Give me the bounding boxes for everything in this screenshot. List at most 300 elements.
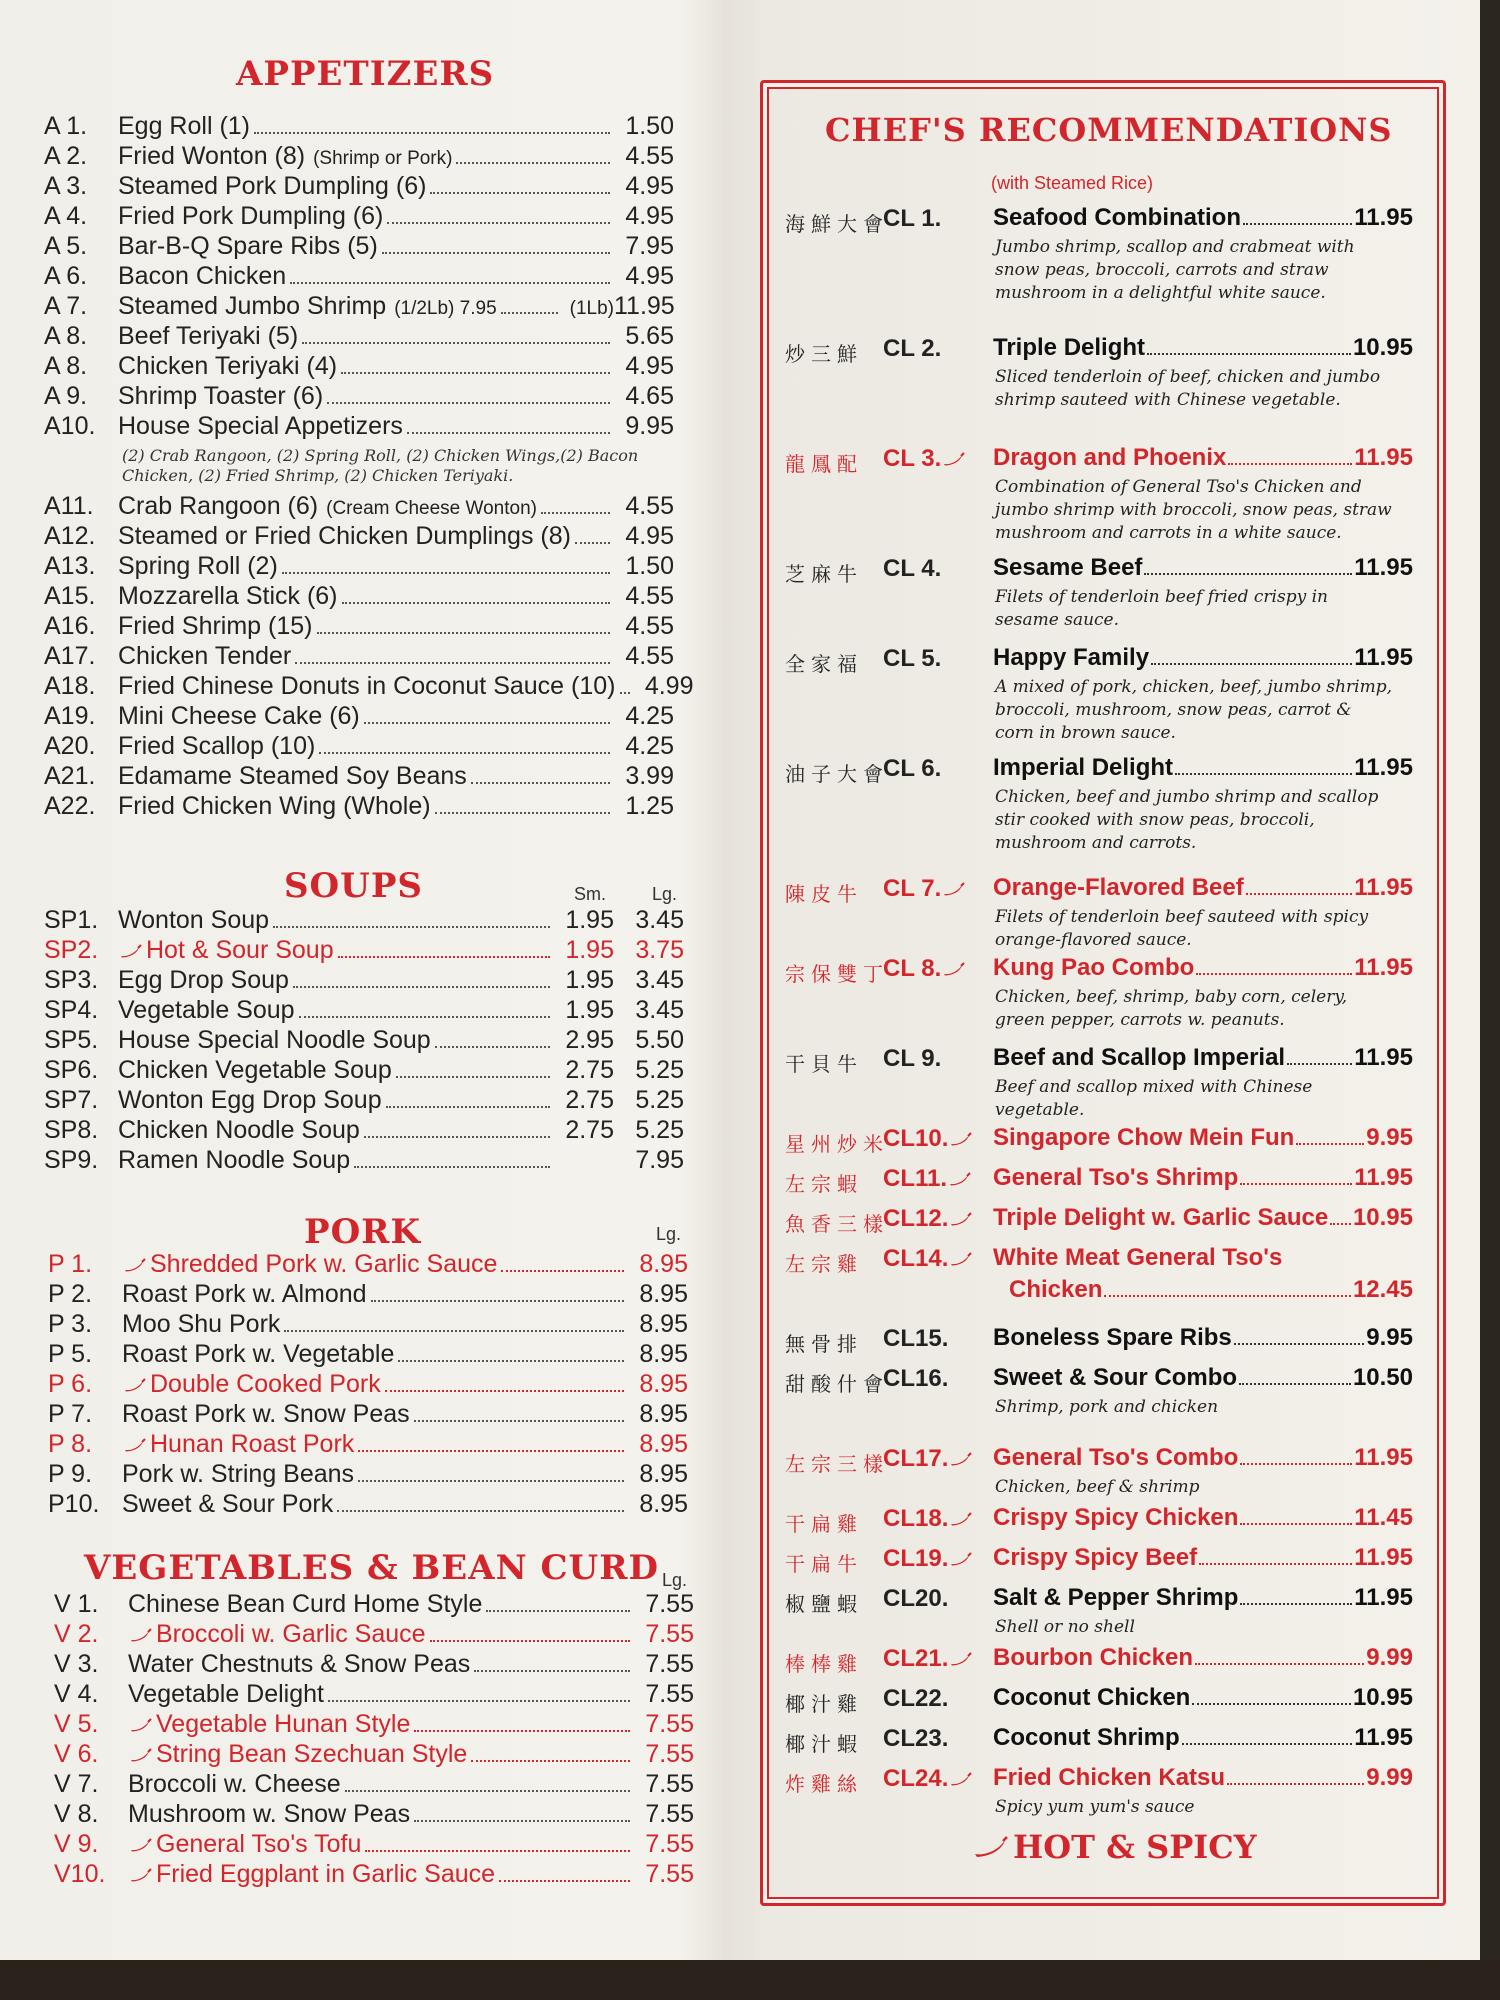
item-name: Egg Roll (1)	[118, 112, 250, 140]
item-code: SP6.	[44, 1056, 99, 1084]
vegetables-item	[54, 1620, 694, 1652]
appetizers-item	[44, 582, 674, 614]
item-code: A11.	[44, 492, 94, 520]
price-small: 2.75	[565, 1056, 614, 1084]
item-name: Wonton Egg Drop Soup	[118, 1086, 382, 1114]
dot-leader	[1296, 1143, 1364, 1145]
dot-leader	[396, 1076, 550, 1078]
item-code-wrap	[883, 645, 941, 673]
appetizers-item	[44, 142, 674, 174]
item-name: Fried Chinese Donuts in Coconut Sauce (10)	[118, 672, 616, 700]
dot-leader	[1147, 353, 1351, 355]
item-code-wrap	[883, 205, 941, 233]
price-small: 1.95	[565, 996, 614, 1024]
price-large: 7.95	[635, 1146, 684, 1174]
price-large: 3.45	[635, 966, 684, 994]
item-price: 10.50	[1352, 1364, 1413, 1391]
dot-leader	[1104, 1295, 1351, 1297]
item-code: A15.	[44, 582, 96, 610]
item-name: Chicken Noodle Soup	[118, 1116, 360, 1144]
soups-item	[44, 1026, 684, 1058]
item-line	[993, 1684, 1413, 1712]
dot-leader	[338, 956, 550, 958]
price-small: 1.95	[565, 936, 614, 964]
item-price: 8.95	[639, 1310, 688, 1338]
table-edge-right	[1480, 0, 1500, 1960]
item-code: A21.	[44, 762, 96, 790]
item-line	[993, 754, 1413, 782]
item-code: CL 8.	[883, 955, 942, 982]
item-description: Sliced tenderloin of beef, chicken and jumbo shrimp sauteed with Chinese vegetable.	[995, 367, 1381, 410]
dot-leader	[273, 926, 550, 928]
item-name: Pork w. String Beans	[122, 1460, 355, 1488]
item-line	[993, 954, 1413, 982]
item-line	[993, 1504, 1413, 1532]
dot-leader	[341, 372, 610, 374]
item-description: Chicken, beef, shrimp, baby corn, celery, green pepper, carrots w. peanuts.	[995, 987, 1348, 1030]
soups-item	[44, 906, 684, 938]
dot-leader	[1243, 223, 1352, 225]
item-chinese-name: 油子大會	[785, 762, 889, 786]
pork-item	[48, 1280, 688, 1312]
dot-leader	[302, 342, 610, 344]
item-description: Filets of tenderloin beef sauteed with spicy orange-flavored sauce.	[995, 907, 1369, 950]
item-price: 8.95	[639, 1340, 688, 1368]
dot-leader	[407, 432, 610, 434]
item-name-cont: Chicken	[1009, 1276, 1103, 1303]
vegetables-item	[54, 1770, 694, 1802]
chili-pepper-icon	[950, 1252, 972, 1266]
item-code: CL12.	[883, 1205, 949, 1232]
item-price: 9.99	[1366, 1764, 1413, 1791]
item-name: Roast Pork w. Vegetable	[122, 1340, 395, 1368]
item-line	[993, 1244, 1413, 1272]
item-price: 10.95	[1352, 1684, 1413, 1711]
item-code: CL22.	[883, 1685, 949, 1712]
item-description: Chicken, beef & shrimp	[995, 1477, 1200, 1497]
item-chinese-name: 椰汁蝦	[785, 1732, 863, 1756]
item-description: Combination of General Tso's Chicken and jumbo shrimp with broccoli, snow peas, straw mushroom and carrots in a white sauce.	[995, 477, 1392, 543]
item-description: Filets of tenderloin beef fried crispy in sesame sauce.	[995, 587, 1328, 630]
appetizers-item	[44, 382, 674, 414]
item-name: Fried Chicken Katsu	[993, 1764, 1226, 1791]
item-code: CL 3.	[883, 445, 942, 472]
item-code: A 1.	[44, 112, 88, 140]
item-name: Hot & Sour Soup	[146, 936, 334, 964]
item-name: Roast Pork w. Snow Peas	[122, 1400, 410, 1428]
item-line	[993, 1124, 1413, 1152]
item-price: 9.99	[1366, 1644, 1413, 1671]
item-name: Moo Shu Pork	[122, 1310, 281, 1338]
dot-leader	[501, 312, 558, 314]
item-price: 11.95	[1354, 1164, 1413, 1191]
chili-pepper-icon	[950, 1512, 972, 1526]
dot-leader	[430, 1640, 630, 1642]
chili-pepper-icon	[950, 1652, 972, 1666]
item-code: CL15.	[883, 1325, 949, 1352]
dot-leader	[456, 162, 610, 164]
vegetables-item	[54, 1650, 694, 1682]
dot-leader	[1199, 1563, 1352, 1565]
item-name: Fried Wonton (8)	[118, 142, 306, 170]
item-code-wrap	[883, 755, 941, 783]
item-price: 10.95	[1352, 334, 1413, 361]
item-price: 7.55	[645, 1740, 694, 1768]
item-name: Happy Family	[993, 644, 1150, 671]
item-code: A 7.	[44, 292, 88, 320]
item-chinese-name: 炸雞絲	[785, 1772, 863, 1796]
item-code: V 8.	[54, 1800, 99, 1828]
item-name: Broccoli w. Garlic Sauce	[156, 1620, 426, 1648]
item-price: 4.95	[625, 202, 674, 230]
item-name: Salt & Pepper Shrimp	[993, 1584, 1239, 1611]
item-name: Chicken Vegetable Soup	[118, 1056, 392, 1084]
dot-leader	[358, 1480, 624, 1482]
item-code: A 2.	[44, 142, 88, 170]
chili-pepper-icon	[949, 1172, 971, 1186]
chef-title: CHEF'S RECOMMENDATIONS	[825, 111, 1393, 149]
price-large: 3.45	[635, 906, 684, 934]
appetizers-item	[44, 322, 674, 354]
item-line	[993, 1324, 1413, 1352]
item-price: 9.95	[1366, 1124, 1413, 1151]
item-code-wrap	[883, 555, 941, 583]
item-name: Steamed or Fried Chicken Dumplings (8)	[118, 522, 571, 550]
item-price: 4.55	[625, 612, 674, 640]
item-code: CL11.	[883, 1165, 948, 1192]
item-name: Mozzarella Stick (6)	[118, 582, 338, 610]
vegetables-title: VEGETABLES & BEAN CURD	[84, 1548, 659, 1588]
price-large: 5.25	[635, 1056, 684, 1084]
chef-subtitle: (with Steamed Rice)	[991, 173, 1154, 193]
pork-item	[48, 1250, 688, 1282]
dot-leader	[435, 812, 610, 814]
chili-pepper-icon	[120, 944, 142, 958]
dot-leader	[386, 1106, 550, 1108]
item-price: 11.95	[1354, 1044, 1413, 1071]
appetizers-item	[44, 492, 674, 524]
item-name: Wonton Soup	[118, 906, 270, 934]
item-price: 11.95	[1354, 554, 1413, 581]
item-code-wrap	[883, 1545, 976, 1573]
dot-leader	[299, 1016, 550, 1018]
item-name: Egg Drop Soup	[118, 966, 289, 994]
item-code: CL 4.	[883, 555, 942, 582]
chili-pepper-icon	[124, 1378, 146, 1392]
soups-item	[44, 1146, 684, 1178]
item-line	[993, 1444, 1413, 1472]
item-price: 4.95	[625, 172, 674, 200]
vegetables-item	[54, 1590, 694, 1622]
item-code: A 6.	[44, 262, 88, 290]
item-chinese-name: 魚香三樣	[785, 1212, 889, 1236]
pork-item	[48, 1340, 688, 1372]
item-name: Chicken Tender	[118, 642, 292, 670]
item-price: 11.95	[1354, 754, 1413, 781]
item-chinese-name: 海鮮大會	[785, 212, 889, 236]
item-code-wrap	[883, 1045, 941, 1073]
pork-item	[48, 1460, 688, 1492]
item-price: 11.45	[1354, 1504, 1413, 1531]
item-code: V10.	[54, 1860, 106, 1888]
soups-lg-header: Lg.	[652, 884, 678, 904]
item-code: CL 9.	[883, 1045, 942, 1072]
item-price: 9.95	[625, 412, 674, 440]
dot-leader	[1240, 1183, 1352, 1185]
dot-leader	[337, 1510, 624, 1512]
dot-leader	[1246, 893, 1353, 895]
chili-pepper-icon	[130, 1868, 152, 1882]
item-code-wrap	[883, 1645, 976, 1673]
appetizers-item	[44, 612, 674, 644]
dot-leader	[414, 1420, 624, 1422]
item-code-wrap	[883, 1205, 976, 1233]
appetizers-item	[44, 112, 674, 144]
item-code: CL20.	[883, 1585, 949, 1612]
item-code-wrap	[883, 1245, 976, 1273]
item-description: A mixed of pork, chicken, beef, jumbo shrimp, broccoli, mushroom, snow peas, carrot & corn in brown sauce.	[995, 677, 1393, 743]
dot-leader	[382, 252, 610, 254]
item-line	[993, 1764, 1413, 1792]
item-code: A22.	[44, 792, 96, 820]
item-name: Water Chestnuts & Snow Peas	[128, 1650, 471, 1678]
chili-pepper-icon	[950, 1132, 972, 1146]
item-code: A13.	[44, 552, 96, 580]
item-line	[993, 1584, 1413, 1612]
item-name: Imperial Delight	[993, 754, 1174, 781]
item-price: 11.95	[1354, 204, 1413, 231]
item-code: CL19.	[883, 1545, 949, 1572]
item-code: CL 7.	[883, 875, 942, 902]
item-note: (1/2Lb) 7.95	[394, 298, 497, 319]
item-code: P 5.	[48, 1340, 93, 1368]
item-note: (1Lb)	[569, 298, 614, 319]
item-name: Kung Pao Combo	[993, 954, 1195, 981]
pork-item	[48, 1370, 688, 1402]
item-line	[993, 1044, 1413, 1072]
appetizers-item	[44, 202, 674, 234]
item-code-wrap	[883, 875, 969, 903]
dot-leader	[414, 1820, 630, 1822]
item-price: 5.65	[625, 322, 674, 350]
item-code-wrap	[883, 1165, 975, 1193]
vegetables-item	[54, 1680, 694, 1712]
dot-leader	[342, 602, 611, 604]
dot-leader	[1330, 1223, 1351, 1225]
item-name: Chicken Teriyaki (4)	[118, 352, 338, 380]
item-code-wrap	[883, 1125, 976, 1153]
dot-leader	[365, 1850, 630, 1852]
item-name: Steamed Jumbo Shrimp	[118, 292, 387, 320]
chili-pepper-icon	[943, 882, 965, 896]
table-edge-bottom	[0, 1960, 1500, 2000]
item-name: General Tso's Combo	[993, 1444, 1239, 1471]
item-code: V 5.	[54, 1710, 99, 1738]
item-name: Shredded Pork w. Garlic Sauce	[150, 1250, 498, 1278]
dot-leader	[474, 1670, 630, 1672]
item-chinese-name: 星州炒米	[785, 1132, 889, 1156]
dot-leader	[284, 1330, 624, 1332]
item-code-wrap	[883, 1585, 948, 1613]
item-name: Chinese Bean Curd Home Style	[128, 1590, 483, 1618]
soups-title: SOUPS	[284, 866, 423, 906]
item-code: SP1.	[44, 906, 99, 934]
dot-leader	[1240, 1603, 1352, 1605]
item-name: Beef and Scallop Imperial	[993, 1044, 1286, 1071]
dot-leader	[364, 722, 610, 724]
item-price: 4.55	[625, 582, 674, 610]
item-name: Shrimp Toaster (6)	[118, 382, 324, 410]
item-price: 10.95	[1352, 1204, 1413, 1231]
item-code: CL24.	[883, 1765, 949, 1792]
dot-leader	[471, 782, 610, 784]
dot-leader	[435, 1046, 550, 1048]
chili-pepper-icon	[130, 1718, 152, 1732]
item-price: 11.95	[1354, 874, 1413, 901]
pork-item	[48, 1430, 688, 1462]
appetizers-item	[44, 552, 674, 584]
item-name: House Special Appetizers	[118, 412, 403, 440]
dot-leader	[282, 572, 610, 574]
item-code: P10.	[48, 1490, 100, 1518]
item-price: 4.99	[644, 672, 694, 700]
pork-item	[48, 1490, 688, 1522]
item-price: 7.55	[645, 1620, 694, 1648]
item-name: Crab Rangoon (6)	[118, 492, 319, 520]
item-code: P 9.	[48, 1460, 93, 1488]
chili-pepper-icon	[950, 1452, 972, 1466]
dot-leader	[1182, 1743, 1353, 1745]
dot-leader	[1240, 1463, 1352, 1465]
dot-leader	[1195, 1663, 1364, 1665]
pork-title: PORK	[304, 1212, 421, 1252]
item-code: A10.	[44, 412, 96, 440]
chili-pepper-icon	[130, 1748, 152, 1762]
item-price: 11.95	[1354, 1544, 1413, 1571]
dot-leader	[541, 512, 610, 514]
item-name: Ramen Noodle Soup	[118, 1146, 351, 1174]
item-price: 11.95	[1354, 1724, 1413, 1751]
price-small: 2.75	[565, 1086, 614, 1114]
dot-leader	[486, 1610, 630, 1612]
appetizers-item	[44, 642, 674, 674]
item-code: SP9.	[44, 1146, 99, 1174]
item-code: A 9.	[44, 382, 88, 410]
item-chinese-name: 干扁雞	[785, 1512, 863, 1536]
item-chinese-name: 椰汁雞	[785, 1692, 863, 1716]
item-name: Coconut Shrimp	[993, 1724, 1180, 1751]
item-price: 7.55	[645, 1650, 694, 1678]
soups-item	[44, 1086, 684, 1118]
item-name: Mushroom w. Snow Peas	[128, 1800, 411, 1828]
soups-sm-header: Sm.	[574, 884, 607, 904]
item-price: 11.95	[1354, 1444, 1413, 1471]
chili-pepper-icon	[943, 452, 965, 466]
item-price: 1.50	[625, 112, 674, 140]
dot-leader	[1228, 463, 1352, 465]
item-line	[993, 204, 1413, 232]
dot-leader	[387, 222, 610, 224]
item-chinese-name: 陳皮牛	[785, 882, 863, 906]
dot-leader	[1234, 1343, 1365, 1345]
item-price: 4.25	[625, 732, 674, 760]
appetizers-item	[44, 232, 674, 264]
pork-item	[48, 1310, 688, 1342]
item-chinese-name: 左宗蝦	[785, 1172, 863, 1196]
appetizers-item	[44, 412, 674, 444]
dot-leader	[1239, 1383, 1351, 1385]
item-line	[1009, 1276, 1413, 1304]
item-price: 7.55	[645, 1800, 694, 1828]
price-large: 5.25	[635, 1116, 684, 1144]
item-chinese-name: 宗保雙丁	[785, 962, 889, 986]
item-code: CL 6.	[883, 755, 942, 782]
item-name: Hunan Roast Pork	[150, 1430, 355, 1458]
item-code: P 8.	[48, 1430, 93, 1458]
item-price: 11.95	[614, 292, 675, 320]
item-line	[993, 1164, 1413, 1192]
item-code: SP5.	[44, 1026, 99, 1054]
appetizers-item	[44, 352, 674, 384]
item-name: Sweet & Sour Combo	[993, 1364, 1238, 1391]
item-code-wrap	[883, 1445, 976, 1473]
item-price: 9.95	[1366, 1324, 1413, 1351]
item-code: A18.	[44, 672, 96, 700]
dot-leader	[358, 1450, 624, 1452]
appetizers-item	[44, 172, 674, 204]
item-code: CL16.	[883, 1365, 949, 1392]
hot-spicy-label: HOT & SPICY	[1013, 1828, 1257, 1866]
item-chinese-name: 椒鹽蝦	[785, 1592, 863, 1616]
item-chinese-name: 芝麻牛	[785, 562, 863, 586]
vegetables-item	[54, 1800, 694, 1832]
soups-item	[44, 936, 684, 968]
item-name: Fried Shrimp (15)	[118, 612, 313, 640]
item-name: Edamame Steamed Soy Beans	[118, 762, 467, 790]
item-code: CL 1.	[883, 205, 942, 232]
item-price: 8.95	[639, 1460, 688, 1488]
price-small: 2.95	[565, 1026, 614, 1054]
item-price: 8.95	[639, 1400, 688, 1428]
item-code-wrap	[883, 1365, 948, 1393]
item-price: 4.55	[625, 142, 674, 170]
item-code: A 8.	[44, 352, 88, 380]
dot-leader	[1175, 773, 1352, 775]
item-code: A 4.	[44, 202, 88, 230]
item-note: (Cream Cheese Wonton)	[326, 498, 537, 519]
item-name: Sweet & Sour Pork	[122, 1490, 334, 1518]
item-code: A17.	[44, 642, 96, 670]
item-name: White Meat General Tso's	[993, 1244, 1283, 1271]
item-name: Bar-B-Q Spare Ribs (5)	[118, 232, 378, 260]
item-line	[993, 1204, 1413, 1232]
chili-pepper-icon	[124, 1258, 146, 1272]
item-name: Singapore Chow Mein Fun	[993, 1124, 1295, 1151]
vegetables-item	[54, 1710, 694, 1742]
item-price: 7.55	[645, 1680, 694, 1708]
dot-leader	[1227, 1783, 1364, 1785]
item-line	[993, 644, 1413, 672]
item-name: Mini Cheese Cake (6)	[118, 702, 360, 730]
item-price: 1.50	[625, 552, 674, 580]
item-code: A12.	[44, 522, 96, 550]
dot-leader	[414, 1730, 630, 1732]
item-name: String Bean Szechuan Style	[156, 1740, 468, 1768]
item-description: Chicken, beef and jumbo shrimp and scallop stir cooked with snow peas, broccoli, mushroom and carrots.	[995, 787, 1379, 853]
chili-pepper-icon	[943, 962, 965, 976]
item-price: 4.25	[625, 702, 674, 730]
dot-leader	[319, 752, 610, 754]
